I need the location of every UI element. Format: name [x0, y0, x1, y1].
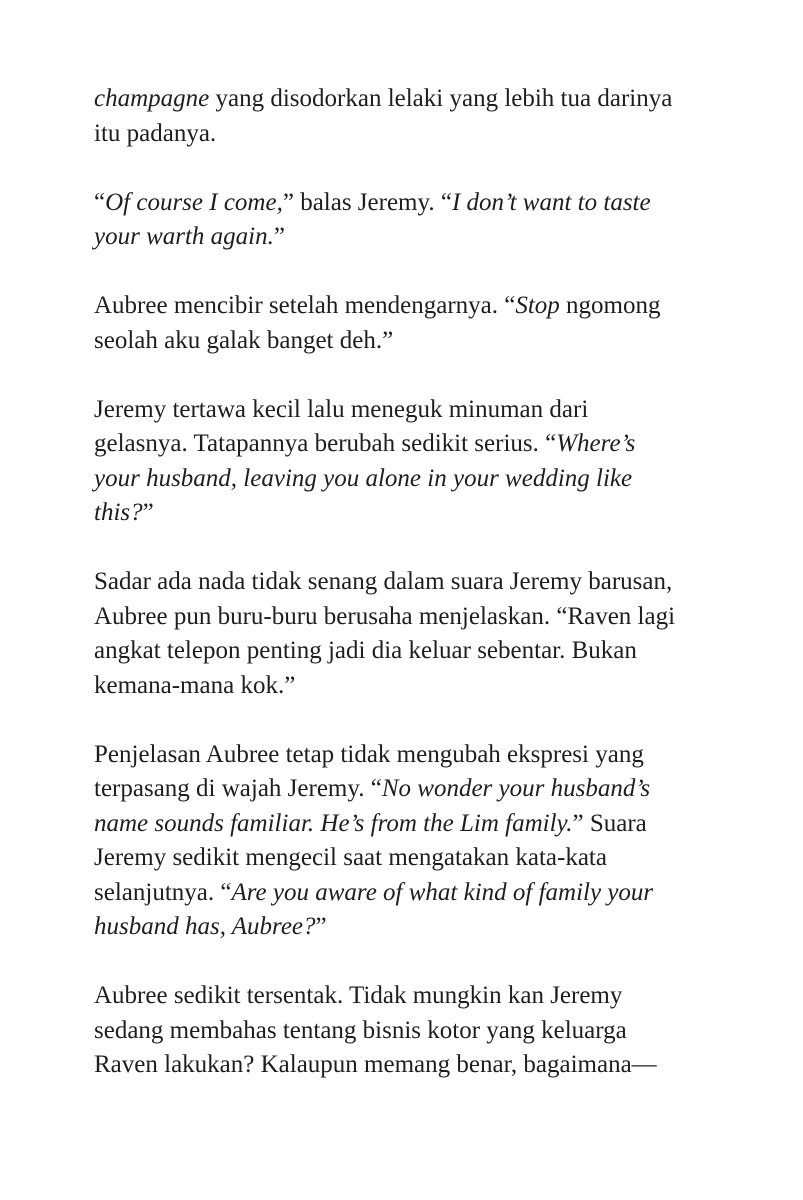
italic-text-run: husband has, Aubree?	[94, 913, 316, 940]
italic-text-run: your warth again.	[94, 223, 274, 250]
novel-page	[94, 82, 708, 1083]
text-run: seolah aku galak banget deh.”	[94, 326, 394, 354]
text-run: terpasang di wajah Jeremy. “	[94, 775, 382, 802]
text-run: Jeremy tertawa kecil lalu meneguk minuman dari	[94, 395, 589, 423]
text-run: Sadar ada nada tidak senang dalam suara Jeremy barusan,	[94, 568, 673, 595]
text-run: Raven lakukan? Kalaupun memang benar, bagaimana—	[94, 1051, 657, 1078]
text-run: ”	[273, 223, 285, 250]
text-run: gelasnya. Tatapannya berubah sedikit serius. “	[94, 430, 557, 457]
text-run: “	[94, 188, 106, 216]
italic-text-run: Are you aware of what kind of family your	[231, 878, 654, 906]
text-run: ngomong	[559, 292, 661, 319]
text-run: Penjelasan Aubree tetap tidak mengubah ekspresi yang	[94, 740, 644, 768]
paragraph	[94, 393, 708, 531]
paragraph	[94, 979, 708, 1083]
italic-text-run: name sounds familiar. He’s from the Lim family.	[94, 809, 573, 837]
text-run: angkat telepon penting jadi dia keluar sebentar. Bukan	[94, 637, 637, 664]
text-run: sedang membahas tentang bisnis kotor yang keluarga	[94, 1016, 627, 1044]
italic-text-run: I don’t want to taste	[451, 188, 651, 216]
italic-text-run: Stop	[515, 292, 560, 319]
text-run: Jeremy sedikit mengecil saat mengatakan kata-kata	[94, 844, 607, 871]
paragraph	[94, 289, 708, 358]
italic-text-run: Where’s	[556, 430, 636, 457]
text-run: Aubree pun buru-buru berusaha menjelaskan. “Raven lagi	[94, 602, 676, 630]
text-run: ” balas Jeremy. “	[282, 188, 452, 216]
italic-text-run: champagne	[94, 85, 210, 112]
text-run: itu padanya.	[94, 119, 217, 147]
text-run: ”	[142, 499, 154, 526]
text-run: ” Suara	[572, 809, 647, 837]
paragraph	[94, 186, 708, 255]
paragraph	[94, 565, 708, 703]
italic-text-run: No wonder your husband’s	[381, 775, 651, 802]
text-run: Aubree sedikit tersentak. Tidak mungkin kan Jeremy	[94, 982, 623, 1009]
text-run: selanjutnya. “	[94, 878, 232, 906]
italic-text-run: this?	[94, 499, 143, 526]
text-run: ”	[315, 913, 327, 940]
text-run: kemana-mana kok.”	[94, 671, 296, 699]
italic-text-run: Of course I come,	[105, 188, 283, 216]
text-run: yang disodorkan lelaki yang lebih tua darinya	[209, 85, 673, 112]
paragraph	[94, 82, 708, 151]
text-run: Aubree mencibir setelah mendengarnya. “	[94, 292, 516, 319]
paragraph	[94, 738, 708, 945]
italic-text-run: your husband, leaving you alone in your wedding like	[94, 464, 633, 492]
